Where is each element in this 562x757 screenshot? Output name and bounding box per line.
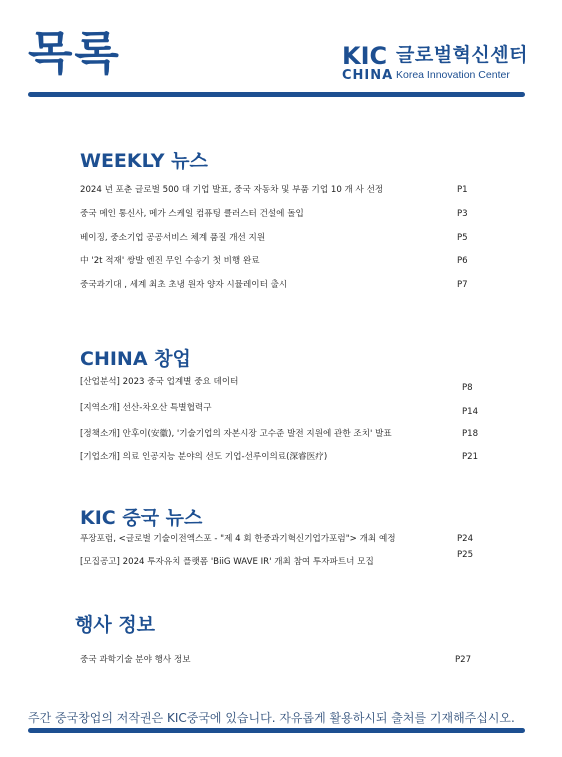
toc-page-number: P8	[462, 383, 473, 393]
toc-page-number: P21	[462, 452, 479, 462]
page-title: 목록	[28, 26, 121, 80]
toc-item[interactable]: 베이징, 중소기업 공공서비스 체계 품질 개선 지원	[80, 233, 266, 243]
kic-logo	[342, 44, 532, 84]
toc-page-number: P27	[455, 655, 472, 665]
toc-page-number: P6	[457, 256, 468, 266]
toc-page-number: P14	[462, 407, 479, 417]
section-title-kic-china-news: KIC 중국 뉴스	[80, 507, 203, 529]
toc-page-number: P5	[457, 233, 468, 243]
toc-page-number: P25	[457, 550, 474, 560]
section-title-china-startup: CHINA 창업	[80, 348, 191, 370]
header-divider	[28, 92, 525, 97]
logo-subtitle: Korea Innovation Center	[396, 69, 510, 81]
toc-item[interactable]: [정책소개] 안후이(安徽), '기술기업의 자본시장 고수준 발전 지원에 관한 조치' 발표	[80, 429, 392, 439]
footer-divider	[28, 728, 525, 733]
toc-item[interactable]: 중국과기대 , 세계 최초 초냉 원자 양자 시뮬레이터 출시	[80, 280, 288, 290]
toc-page-number: P7	[457, 280, 468, 290]
toc-item[interactable]: 중국 메인 통신사, 메가 스케일 컴퓨팅 클러스터 건설에 돌입	[80, 209, 304, 219]
toc-item[interactable]: 푸장포럼, <글로벌 기술이전엑스포 - "제 4 회 한중과기혁신기업가포럼"> 개최 예정	[80, 534, 396, 544]
toc-item[interactable]: [산업분석] 2023 중국 업계별 중요 데이터	[80, 377, 239, 387]
logo-korean-text: 글로벌혁신센터	[396, 44, 528, 66]
logo-kic-text: KIC	[342, 42, 388, 70]
toc-item[interactable]: 중국 과학기술 분야 행사 정보	[80, 655, 191, 665]
logo-china-text: CHINA	[342, 68, 394, 83]
toc-page-number: P24	[457, 534, 474, 544]
toc-item[interactable]: [기업소개] 의료 인공지능 분야의 선도 기업-선루이의료(深睿医疗)	[80, 452, 328, 462]
toc-page-number: P18	[462, 429, 479, 439]
toc-item[interactable]: 中 '2t 적재' 쌍발 엔진 무인 수송기 첫 비행 완료	[80, 256, 260, 266]
toc-page-number: P3	[457, 209, 468, 219]
toc-item[interactable]: 2024 년 포춘 글로벌 500 대 기업 발표, 중국 자동차 및 부품 기업 10 개 사 선정	[80, 185, 384, 195]
section-title-weekly-news: WEEKLY 뉴스	[80, 150, 208, 172]
section-title-event-info: 행사 정보	[75, 614, 156, 636]
toc-page-number: P1	[457, 185, 468, 195]
toc-item[interactable]: [지역소개] 선산-차오산 특별협력구	[80, 403, 212, 413]
copyright-notice: 주간 중국창업의 저작권은 KIC중국에 있습니다. 자유롭게 활용하시되 출처를 기재해주십시오.	[28, 711, 515, 725]
toc-item[interactable]: [모집공고] 2024 투자유치 플랫폼 'BiiG WAVE IR' 개최 참여 투자파트너 모집	[80, 557, 374, 567]
